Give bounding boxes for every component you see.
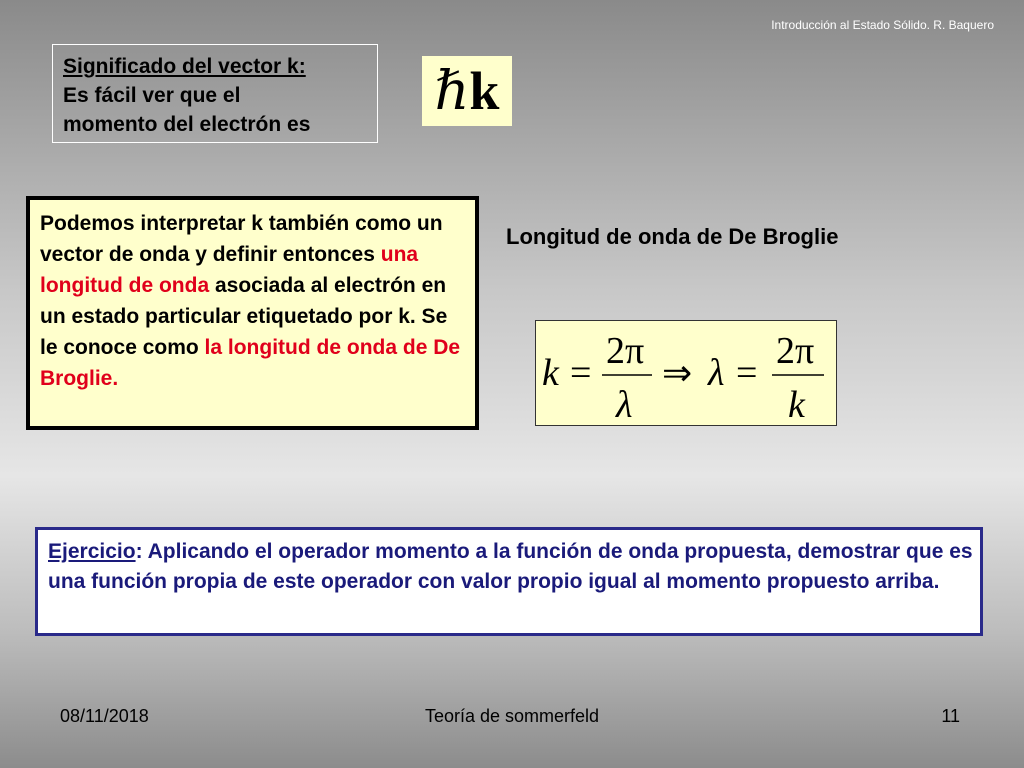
interpretation-highlight-1: una longitud de onda bbox=[40, 243, 419, 297]
hbar-symbol: ℏ bbox=[434, 59, 470, 122]
exercise-label: Ejercicio bbox=[48, 540, 136, 563]
formula-eq-2: = bbox=[736, 352, 758, 394]
page-number: 11 bbox=[941, 706, 960, 726]
formula-implies: ⇒ bbox=[662, 353, 693, 393]
header-title: Introducción al Estado Sólido. R. Baquero bbox=[771, 18, 994, 32]
footer-title: Teoría de sommerfeld bbox=[424, 706, 600, 726]
formula-eq-1: = bbox=[570, 352, 592, 394]
interpretation-text-1: Podemos interpretar k también como un vector de onda y definir entonces bbox=[40, 212, 443, 266]
formula-den-1: λ bbox=[616, 384, 633, 425]
k-vector-symbol: k bbox=[469, 61, 500, 121]
interpretation-box bbox=[26, 196, 479, 430]
formula-num-1: 2π bbox=[606, 330, 645, 372]
footer-date: 08/11/2018 bbox=[60, 706, 149, 726]
broglie-formula bbox=[535, 320, 837, 426]
formula-k: k bbox=[542, 352, 559, 394]
formula-lambda: λ bbox=[708, 352, 725, 394]
exercise-text: : Aplicando el operador momento a la función de onda propuesta, demostrar que es una función propia de este operador con valor propio igual al momento propuesto arriba. bbox=[48, 540, 973, 593]
formula-den-2: k bbox=[788, 384, 805, 425]
broglie-title: Longitud de onda de De Broglie bbox=[506, 224, 839, 249]
intro-line-3: momento del electrón es bbox=[63, 113, 311, 136]
formula-num-2: 2π bbox=[776, 330, 815, 372]
exercise-box bbox=[35, 527, 983, 636]
interpretation-text-2: asociada al electrón en un estado particular etiquetado por k. Se le conoce como bbox=[40, 274, 448, 359]
intro-line-2: Es fácil ver que el bbox=[63, 84, 241, 107]
momentum-symbol bbox=[422, 56, 512, 126]
intro-box bbox=[52, 44, 378, 143]
intro-title: Significado del vector k: bbox=[63, 55, 306, 78]
interpretation-highlight-2: la longitud de onda de De Broglie. bbox=[40, 336, 461, 390]
